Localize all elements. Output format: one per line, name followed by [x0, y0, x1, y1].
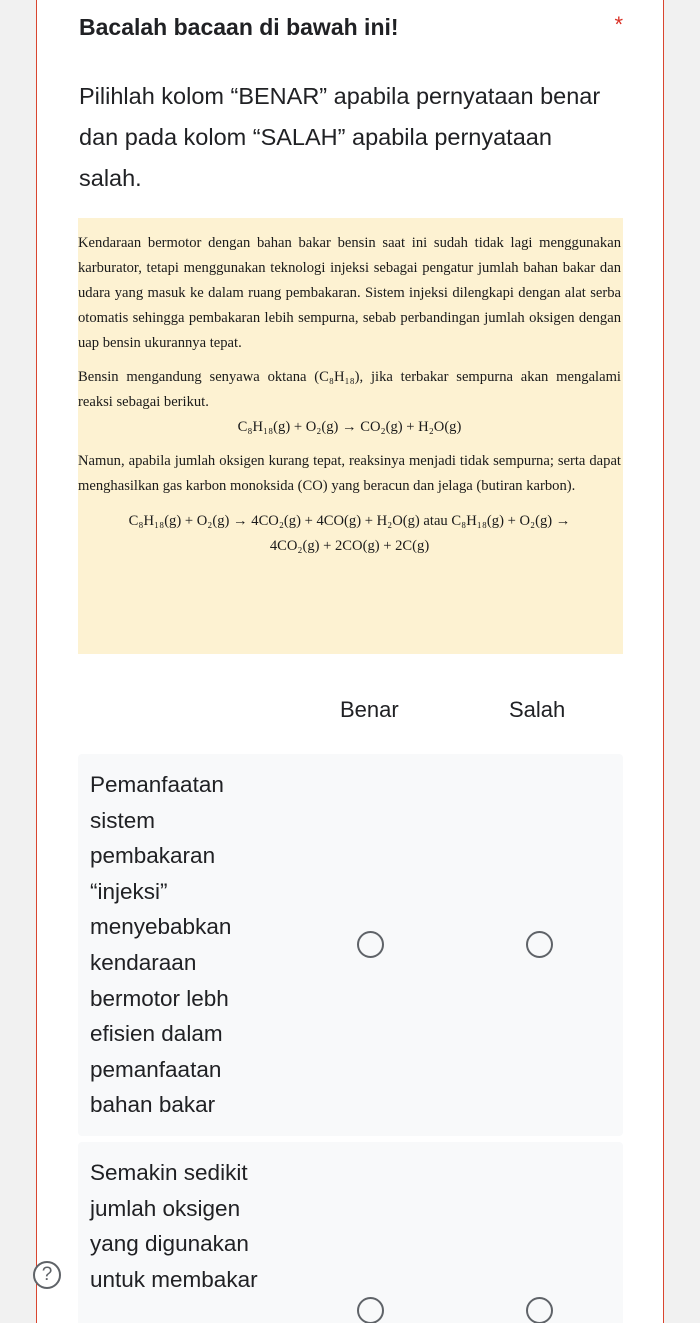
- question-title: Bacalah bacaan di bawah ini!: [79, 14, 399, 40]
- radio-row2-benar[interactable]: [357, 1297, 384, 1323]
- incomplete-combustion-equation-line-2: 4CO₂(g) + 2CO(g) + 2C(g): [269, 538, 430, 554]
- complete-combustion-equation: C₈H₁₈(g) + O₂(g) → CO₂(g) + H₂O(g): [237, 419, 462, 435]
- radio-row1-benar[interactable]: [357, 931, 384, 958]
- grid-row: [78, 1142, 623, 1323]
- grid-row: [78, 754, 623, 1136]
- question-card: [36, 0, 664, 1323]
- incomplete-combustion-equation-line-1: C₈H₁₈(g) + O₂(g) → 4CO₂(g) + 4CO(g) + H₂O(g) atau C₈H₁₈(g) + O₂(g) →: [128, 513, 571, 529]
- question-instruction: Pilihlah kolom “BENAR” apabila pernyataan benar dan pada kolom “SALAH” apabila pernyataan salah.: [79, 83, 601, 191]
- radio-row2-salah[interactable]: [526, 1297, 553, 1323]
- grid-row-label: Pemanfaatan sistem pembakaran “injeksi” menyebabkan kendaraan bermotor lebh efisien dalam pemanfaatan bahan bakar: [90, 772, 232, 1118]
- reading-passage: [78, 218, 623, 654]
- passage-paragraph-2: Bensin mengandung senyawa oktana (C₈H₁₈), jika terbakar sempurna akan mengalami reaksi sebagai berikut.: [78, 369, 621, 410]
- column-header-salah: Salah: [509, 697, 566, 722]
- radio-row1-salah[interactable]: [526, 931, 553, 958]
- passage-paragraph-1: Kendaraan bermotor dengan bahan bakar bensin saat ini sudah tidak lagi menggunakan karburator, tetapi menggunakan teknologi injeksi sebagai pengatur jumlah bahan bakar dan udara yang masuk ke dalam ruang pembakaran. Sistem injeksi dilengkapi dengan alat serba otomatis sehingga pembakaran lebih sempurna, sebab perbandingan jumlah oksigen dengan uap bensin ukurannya tepat.: [78, 235, 621, 351]
- help-icon[interactable]: ?: [33, 1261, 61, 1289]
- grid-row-label: Semakin sedikit jumlah oksigen yang digunakan untuk membakar: [90, 1160, 258, 1292]
- column-header-benar: Benar: [340, 697, 399, 722]
- required-asterisk: *: [614, 12, 623, 37]
- passage-paragraph-3: Namun, apabila jumlah oksigen kurang tepat, reaksinya menjadi tidak sempurna; serta dapat menghasilkan gas karbon monoksida (CO) yang beracun dan jelaga (butiran karbon).: [78, 453, 621, 494]
